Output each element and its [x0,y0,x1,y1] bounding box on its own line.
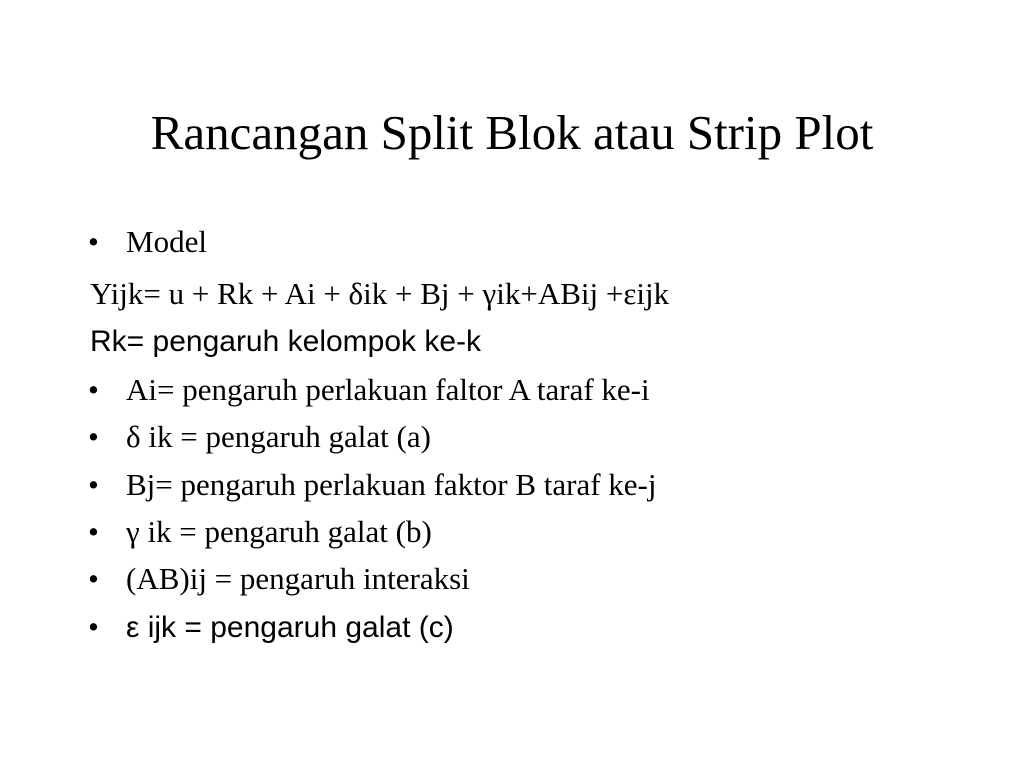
bullet-item-ai [88,370,650,410]
bullet-icon: • [88,609,99,644]
bullet-text: Bj= pengaruh perlakuan faktor B taraf ke-j [126,467,657,502]
slide-title: Rancangan Split Blok atau Strip Plot [150,105,874,160]
bullet-item-epsilon [88,607,454,648]
bullet-item-bj [88,465,657,505]
bullet-icon: • [88,467,99,502]
bullet-icon: • [88,419,99,454]
bullet-icon: • [88,224,99,259]
bullet-icon: • [88,372,99,407]
bullet-text: γ ik = pengaruh galat (b) [126,514,432,549]
definition-rk: Rk= pengaruh kelompok ke-k [90,325,482,358]
bullet-item-gamma [88,512,432,552]
bullet-text: δ ik = pengaruh galat (a) [126,419,431,454]
bullet-text: Model [126,224,207,259]
bullet-icon: • [88,514,99,549]
bullet-text: Ai= pengaruh perlakuan faltor A taraf ke-i [126,372,650,407]
bullet-icon: • [88,561,99,596]
bullet-text: ε ijk = pengaruh galat (c) [126,611,454,644]
bullet-item-model [88,222,207,262]
bullet-item-delta [88,417,431,457]
model-equation: Yijk= u + Rk + Ai + δik + Bj + γik+ABij +εijk [90,276,670,311]
bullet-text: (AB)ij = pengaruh interaksi [126,561,470,596]
bullet-item-interaction [88,559,470,599]
